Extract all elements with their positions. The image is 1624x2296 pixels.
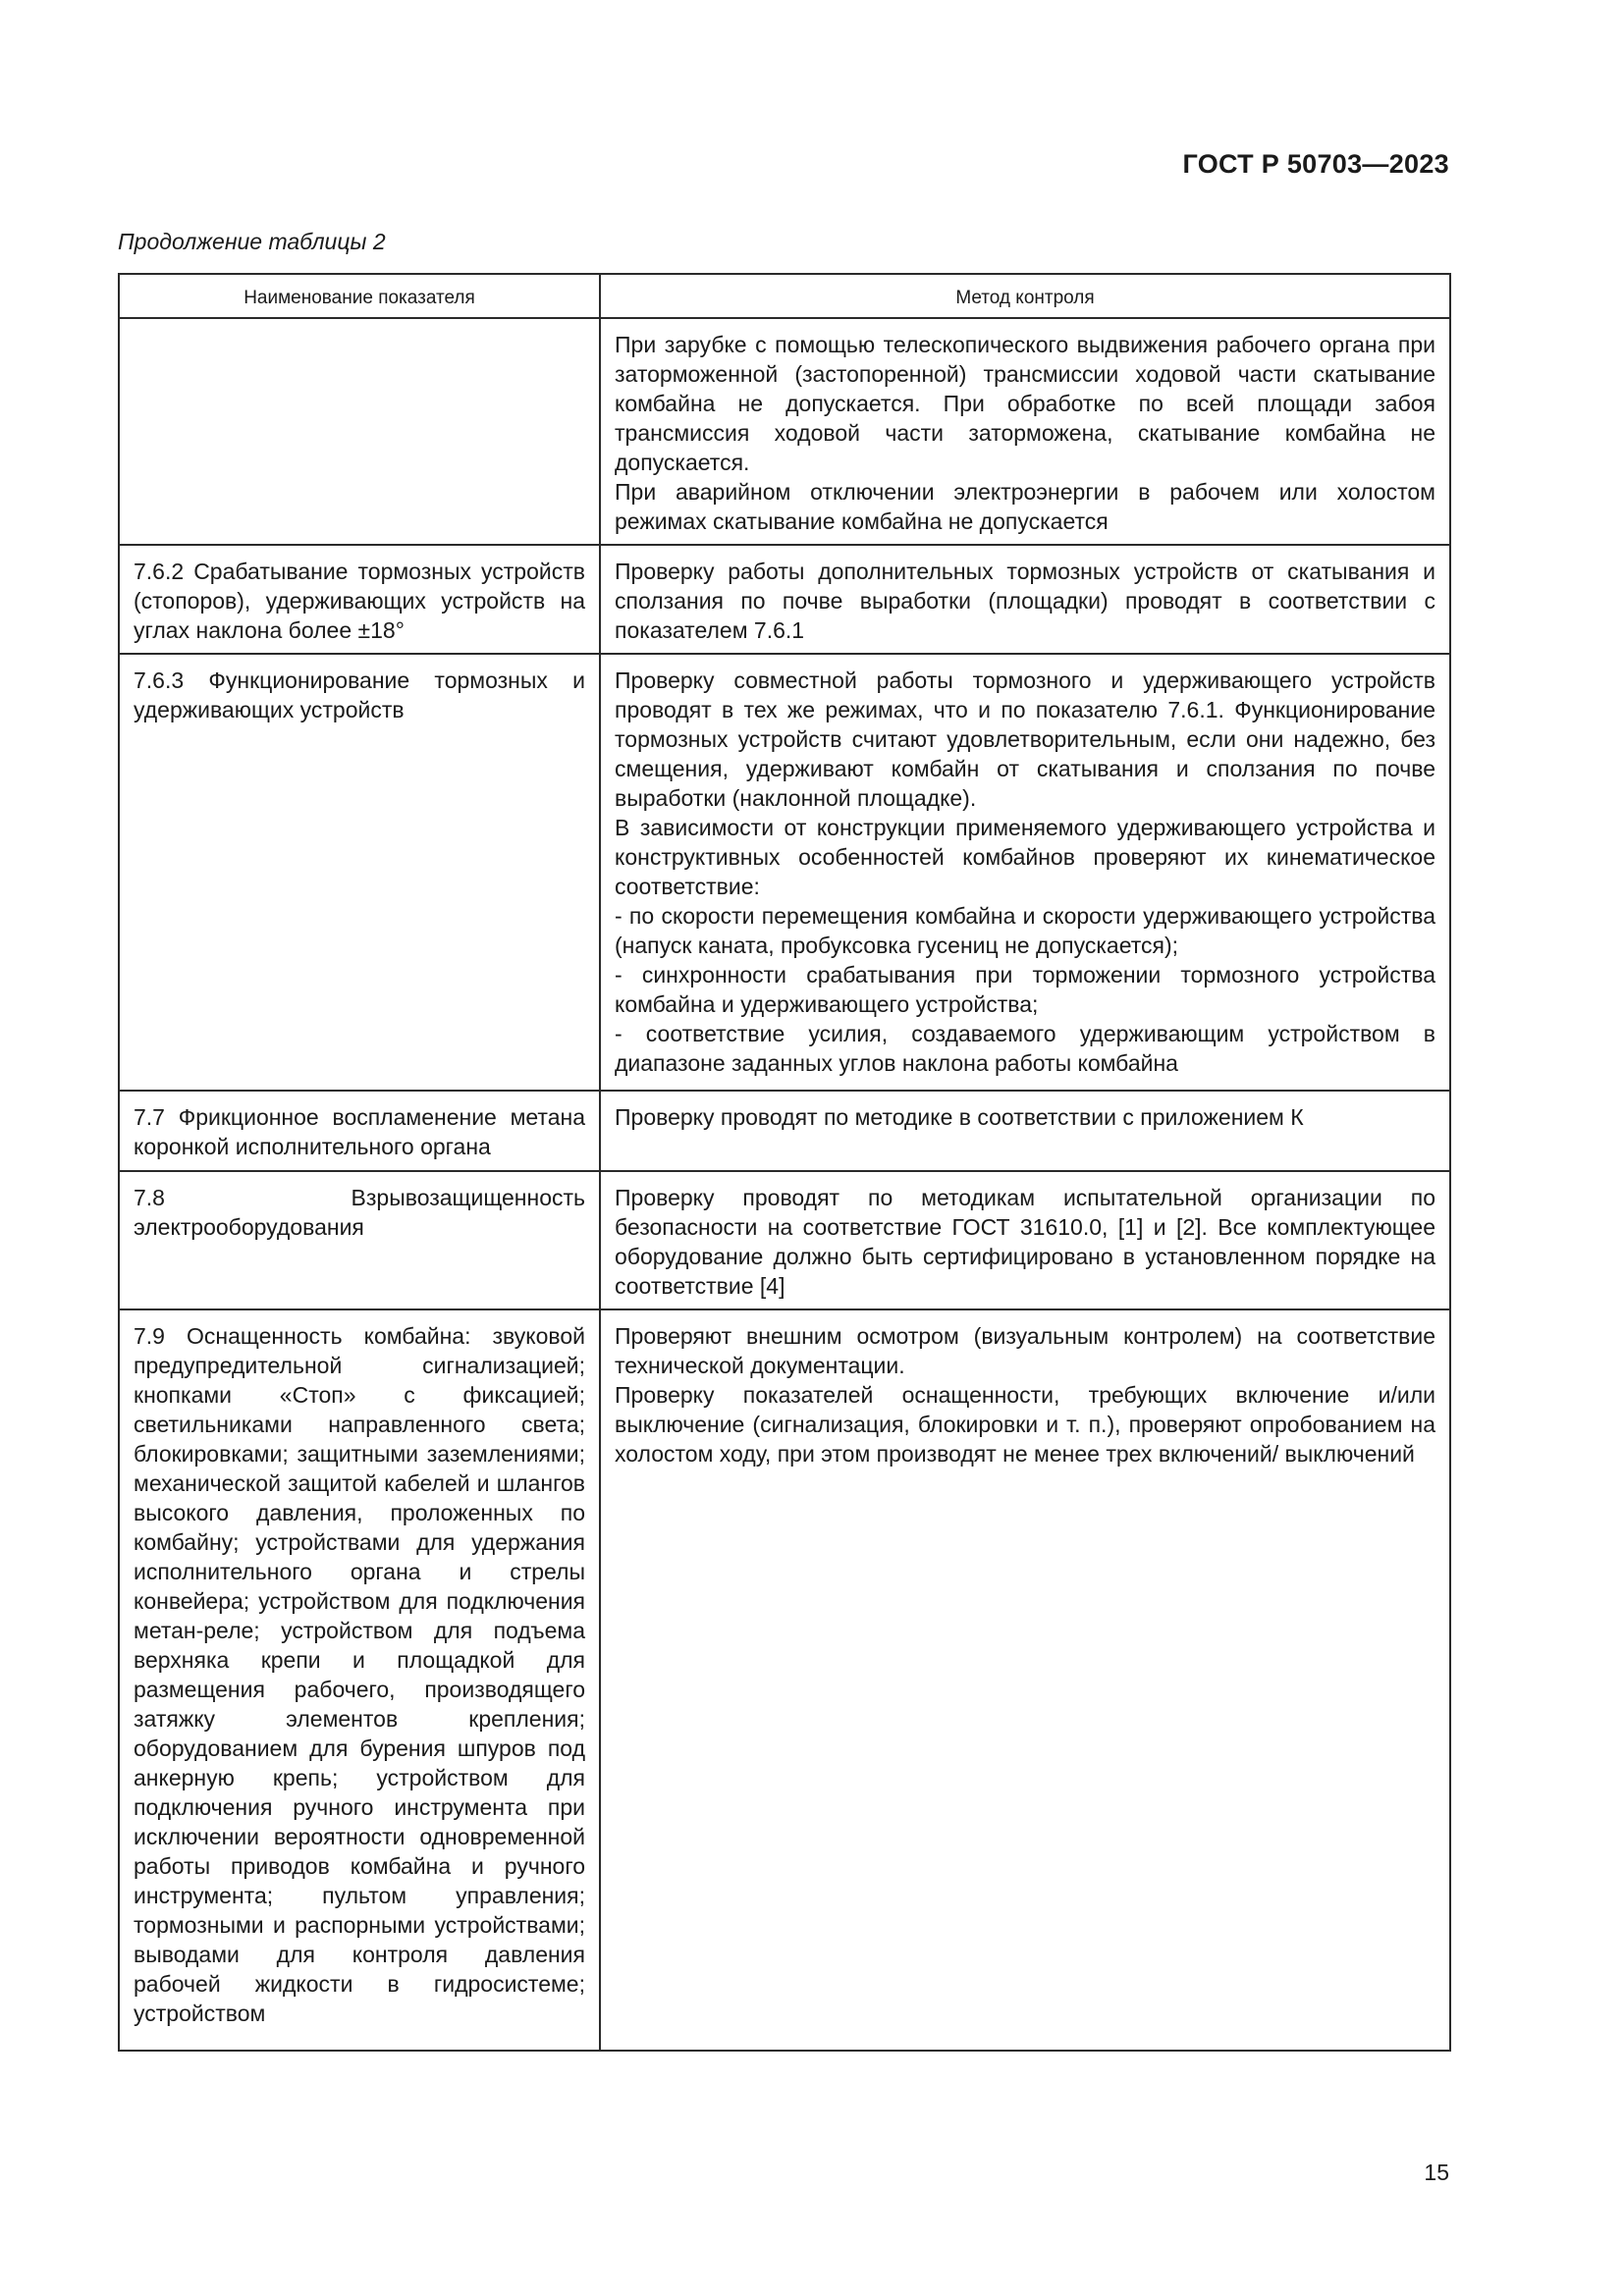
method-text: При аварийном отключении электроэнергии в рабочем или холостом режимах скатывание комбайна не допускается [615, 479, 1435, 534]
method-text: - соответствие усилия, создаваемого удерживающим устройством в диапазоне заданных углов наклона работы комбайна [615, 1021, 1435, 1076]
method-cell [600, 1309, 1450, 2051]
page-number: 15 [1424, 2160, 1449, 2185]
method-text: В зависимости от конструкции применяемого удерживающего устройства и конструктивных особенностей комбайнов проверяют их кинематическое соответствие: [615, 815, 1435, 899]
indicator-cell [119, 545, 600, 654]
method-cell [600, 318, 1450, 545]
table-row [119, 545, 1450, 654]
indicator-text: 7.6.2 Срабатывание тормозных устройств (стопоров), удерживающих устройств на углах наклона более ±18° [134, 559, 585, 643]
indicator-cell [119, 318, 600, 545]
indicator-text: 7.7 Фрикционное воспламенение метана коронкой исполнительного органа [134, 1104, 585, 1159]
indicator-text: 7.6.3 Функционирование тормозных и удерживающих устройств [134, 667, 585, 722]
method-cell [600, 654, 1450, 1091]
method-text: Проверку показателей оснащенности, требующих включение и/или выключение (сигнализация, блокировки и т. п.), проверяют опробованием на холостом ходу, при этом производят не менее трех включений/ выключений [615, 1382, 1435, 1467]
indicator-cell [119, 1171, 600, 1309]
indicator-cell [119, 1091, 600, 1171]
column-header-indicator: Наименование показателя [119, 274, 600, 318]
table-header-row [119, 274, 1450, 318]
method-text: При зарубке с помощью телескопического выдвижения рабочего органа при заторможенной (застопоренной) трансмиссии ходовой части скатывание комбайна не допускается. При обработке по всей площади забоя трансмиссия ходовой части заторможена, скатывание комбайна не допускается. [615, 332, 1435, 475]
method-text: - по скорости перемещения комбайна и скорости удерживающего устройства (напуск каната, пробуксовка гусениц не допускается); [615, 903, 1435, 958]
method-cell [600, 1091, 1450, 1171]
column-header-method: Метод контроля [600, 274, 1450, 318]
method-text: Проверку работы дополнительных тормозных устройств от скатывания и сползания по почве выработки (площадки) проводят в соответствии с показателем 7.6.1 [615, 559, 1435, 643]
table-row [119, 1171, 1450, 1309]
table-row [119, 654, 1450, 1091]
table-row [119, 1091, 1450, 1171]
method-text: Проверку проводят по методикам испытательной организации по безопасности на соответствие ГОСТ 31610.0, [1] и [2]. Все комплектующее оборудование должно быть сертифицировано в установленном порядке на соответствие [4] [615, 1185, 1435, 1299]
method-text: Проверку совместной работы тормозного и удерживающего устройств проводят в тех же режимах, что и по показателю 7.6.1. Функционирование тормозных устройств считают удовлетворительным, если они надежно, без смещения, удерживают комбайн от скатывания и сползания по почве выработки (наклонной площадке). [615, 667, 1435, 811]
method-text: Проверяют внешним осмотром (визуальным контролем) на соответствие технической документации. [615, 1323, 1435, 1378]
indicator-text: 7.9 Оснащенность комбайна: звуковой предупредительной сигнализацией; кнопками «Стоп» с фиксацией; светильниками направленного света; блокировками; защитными заземлениями; механической защитой кабелей и шлангов высокого давления, проложенных по комбайну; устройствами для удержания исполнительного органа и стрелы конвейера; устройством для подключения метан-реле; устройством для подъема верхняка крепи и площадкой для размещения рабочего, производящего затяжку элементов крепления; оборудованием для бурения шпуров под анкерную крепь; устройством для подключения ручного инструмента при исключении вероятности одновременной работы приводов комбайна и ручного инструмента; пультом управления; тормозными и распорными устройствами; выводами для контроля давления рабочей жидкости в гидросистеме; устройством [134, 1323, 585, 2026]
indicator-text: 7.8 Взрывозащищенность электрооборудования [134, 1185, 585, 1240]
indicators-table [118, 273, 1451, 2052]
method-text: - синхронности срабатывания при торможении тормозного устройства комбайна и удерживающего устройства; [615, 962, 1435, 1017]
document-code: ГОСТ Р 50703—2023 [1182, 149, 1449, 179]
indicator-cell [119, 654, 600, 1091]
method-text: Проверку проводят по методике в соответствии с приложением К [615, 1104, 1304, 1130]
table-row [119, 318, 1450, 545]
table-row [119, 1309, 1450, 2051]
indicator-cell [119, 1309, 600, 2051]
method-cell [600, 1171, 1450, 1309]
table-caption: Продолжение таблицы 2 [118, 229, 386, 254]
method-cell [600, 545, 1450, 654]
